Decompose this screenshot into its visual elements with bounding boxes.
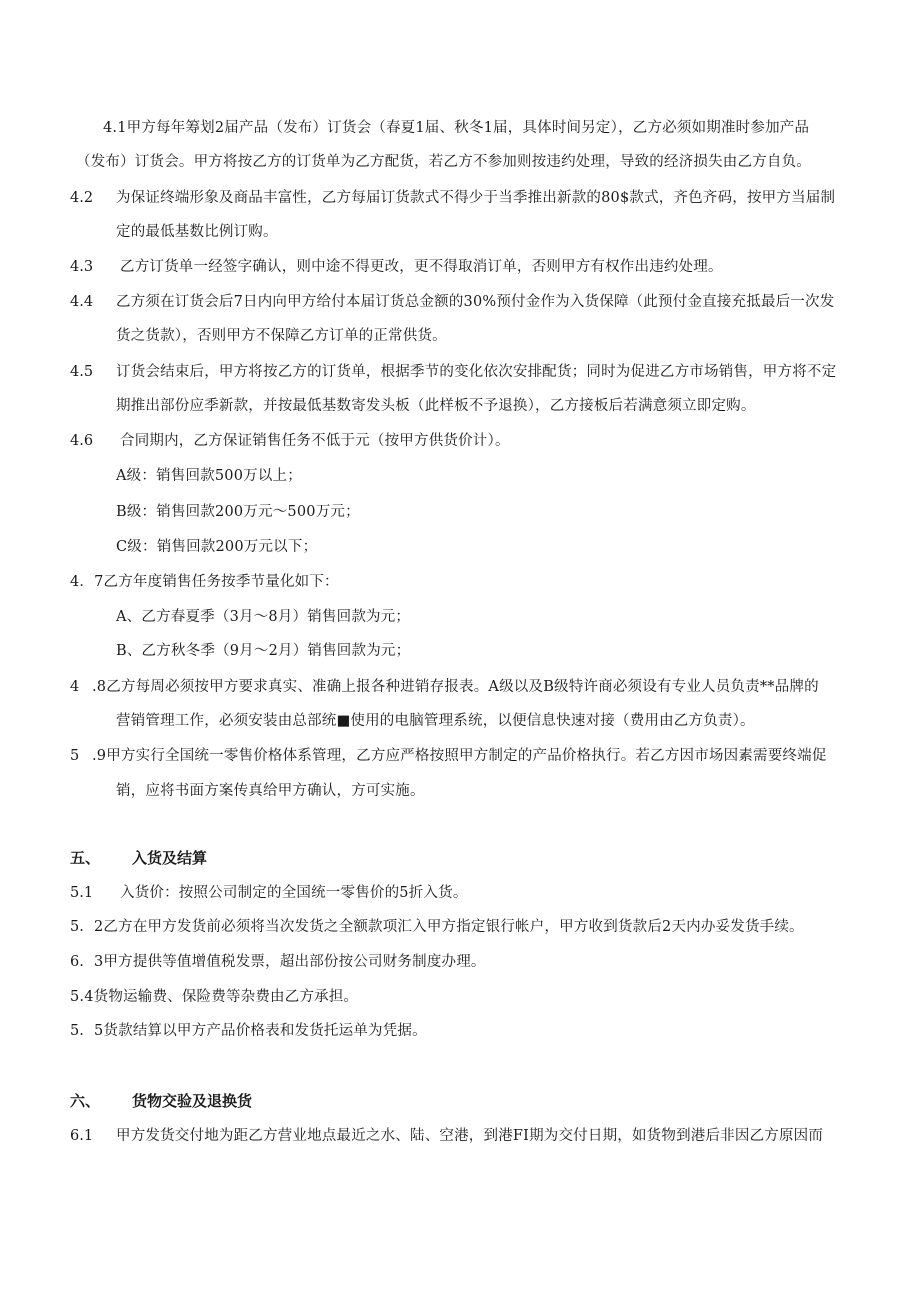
- para-5-2-text: 2乙方在甲方发货前必须将当次发货之全额款项汇入甲方指定银行帐户，甲方收到货款后2天内办妥发货手续。: [94, 919, 804, 935]
- para-4-7-item-b: B、乙方秋冬季（9月～2月）销售回款为元；: [116, 643, 411, 659]
- para-4-7-line-1: 4．7乙方年度销售任务按季节量化如下：: [70, 574, 339, 590]
- section-6-heading: [70, 1091, 252, 1111]
- para-4-6-number: 4.6: [70, 433, 94, 449]
- para-4-4-line-1: 乙方须在订货会后7日内向甲方给付本届订货总金额的30%预付金作为入货保障（此预付金直接充抵最后一次发: [116, 294, 835, 310]
- para-5-3-number: 6.: [70, 954, 84, 970]
- para-4-6-level-a: A级：销售回款500万以上；: [116, 468, 302, 484]
- section-5-number: 五、: [70, 849, 101, 867]
- para-4-9-line-1: .9甲方实行全国统一零售价格体系管理，乙方应严格按照甲方制定的产品价格执行。若乙方因市场因素需要终端促: [92, 748, 827, 764]
- para-4-5-line-2: 期推出部份应季新款，并按最低基数寄发头板（此样板不予退换），乙方接板后若满意须立即定购。: [116, 398, 756, 414]
- para-4-9-number: 5: [70, 748, 80, 764]
- para-4-7-item-a: A、乙方春夏季（3月～8月）销售回款为元；: [116, 609, 411, 625]
- para-4-3-line-1: 乙方订货单一经签字确认，则中途不得更改，更不得取消订单，否则甲方有权作出违约处理。: [120, 259, 723, 275]
- para-4-6-level-c: C级：销售回款200万元以下；: [116, 539, 318, 555]
- para-4-5-line-1: 订货会结束后，甲方将按乙方的订货单，根据季节的变化依次安排配货；同时为促进乙方市场销售，甲方将不定: [116, 364, 837, 380]
- para-4-1-line-1: 4.1甲方每年筹划2届产品（发布）订货会（春夏1届、秋冬1届，具体时间另定），乙方必须如期准时参加产品: [103, 120, 810, 136]
- para-4-2-number: 4.2: [70, 190, 94, 206]
- para-4-5-number: 4.5: [70, 364, 94, 380]
- para-5-3-text: 3甲方提供等值增值税发票，超出部份按公司财务制度办理。: [94, 954, 486, 970]
- para-4-6-line-1: 合同期内，乙方保证销售任务不低于元（按甲方供货价计）。: [120, 433, 510, 449]
- para-4-1-line-2: （发布）订货会。甲方将按乙方的订货单为乙方配货，若乙方不参加则按违约处理，导致的经济损失由乙方自负。: [76, 154, 811, 170]
- para-4-8-line-2: 营销管理工作，必须安装由总部统■使用的电脑管理系统，以便信息快速对接（费用由乙方负责）。: [116, 713, 755, 729]
- para-4-4-line-2: 货之货款），否则甲方不保障乙方订单的正常供货。: [116, 328, 447, 344]
- para-5-4-text: 5.4货物运输费、保险费等杂费由乙方承担。: [70, 989, 359, 1005]
- section-5-heading: [70, 848, 207, 868]
- para-4-2-line-1: 为保证终端形象及商品丰富性，乙方每届订货款式不得少于当季推出新款的80$款式，齐色齐码，按甲方当届制: [116, 190, 836, 206]
- para-4-3-number: 4.3: [70, 259, 94, 275]
- section-6-number: 六、: [70, 1092, 101, 1110]
- section-6-title: 货物交验及退换货: [132, 1092, 253, 1110]
- para-4-8-line-1: .8乙方每周必须按甲方要求真实、准确上报各种进销存报表。A级以及B级特许商必须设有专业人员负责**品牌的: [92, 679, 819, 695]
- para-6-1-number: 6.1: [70, 1128, 94, 1144]
- para-4-9-line-2: 销，应将书面方案传真给甲方确认，方可实施。: [116, 783, 425, 799]
- para-5-1-text: 入货价：按照公司制定的全国统一零售价的5折入货。: [120, 885, 468, 901]
- para-5-2-number: 5.: [70, 919, 84, 935]
- section-5-title: 入货及结算: [132, 849, 208, 867]
- para-5-5-text: 5货款结算以甲方产品价格表和发货托运单为凭据。: [94, 1023, 427, 1039]
- para-6-1-text: 甲方发货交付地为距乙方营业地点最近之水、陆、空港，到港FI期为交付日期，如货物到港后非因乙方原因而: [116, 1128, 824, 1144]
- para-4-4-number: 4.4: [70, 294, 94, 310]
- para-5-5-number: 5.: [70, 1023, 84, 1039]
- para-4-8-number: 4: [70, 679, 80, 695]
- para-4-2-line-2: 定的最低基数比例订购。: [116, 224, 278, 240]
- para-4-6-level-b: B级：销售回款200万元～500万元；: [116, 504, 360, 520]
- para-5-1-number: 5.1: [70, 885, 94, 901]
